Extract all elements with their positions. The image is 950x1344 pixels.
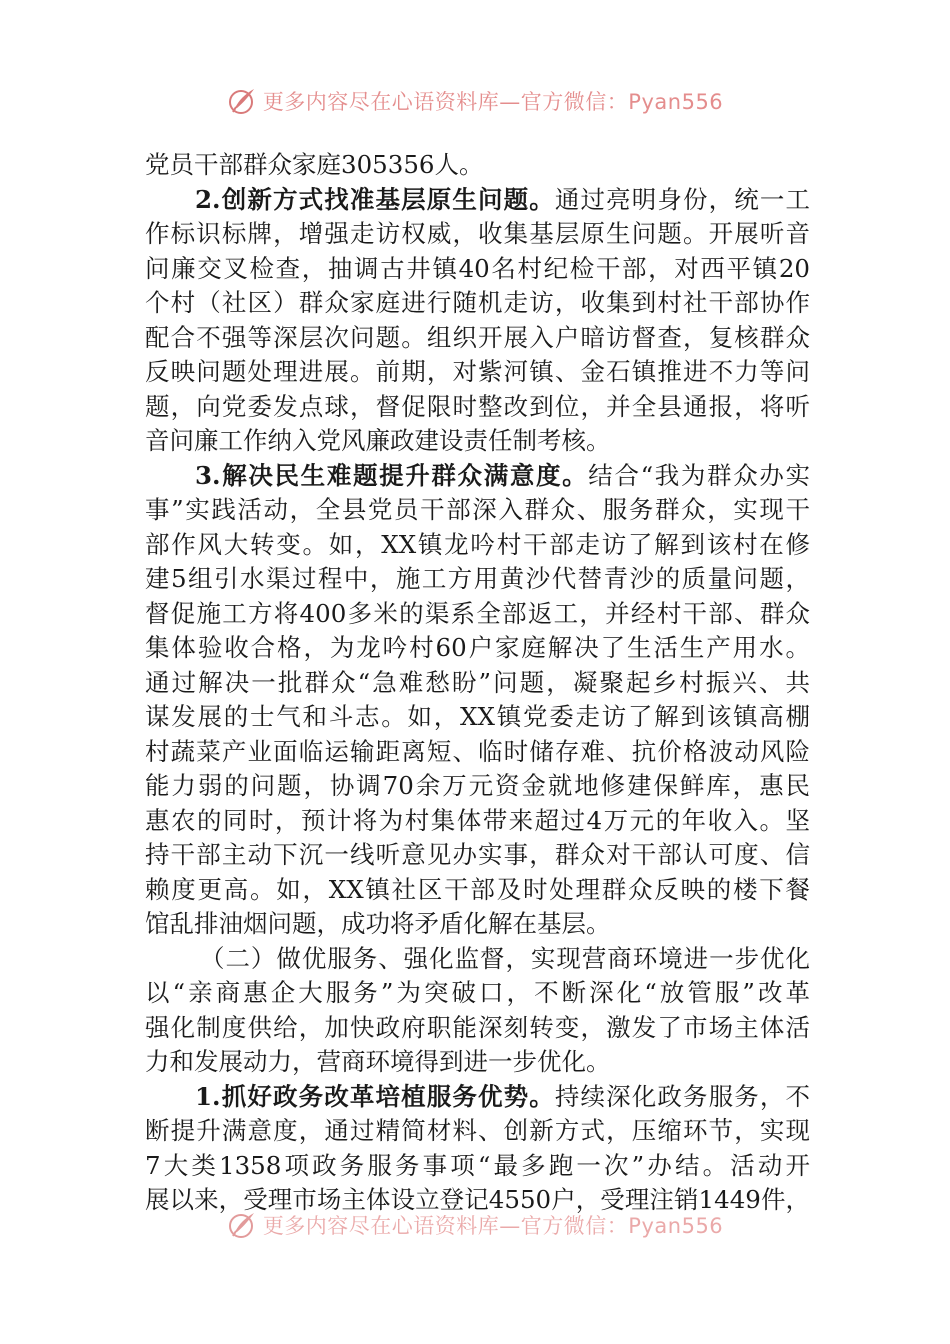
watermark-text: 更多内容尽在心语资料库—官方微信：Pyan556 bbox=[262, 1214, 724, 1238]
paragraph-heading: 3.解决民生难题提升群众满意度。 bbox=[195, 460, 589, 490]
paragraph bbox=[145, 148, 810, 183]
text-line: 惠农的同时，预计将为村集体带来超过4万元的年收入。坚 bbox=[145, 805, 810, 835]
text-line: 集体验收合格，为龙吟村60户家庭解决了生活生产用水。 bbox=[145, 633, 810, 662]
text-line bbox=[145, 183, 810, 218]
text-line: 通过解决一批群众“急难愁盼”问题，凝聚起乡村振兴、共 bbox=[145, 667, 810, 697]
text-line: 力和发展动力，营商环境得到进一步优化。 bbox=[145, 1047, 611, 1076]
text-line: 问廉交叉检查，抽调古井镇40名村纪检干部，对西平镇20 bbox=[145, 253, 810, 283]
text-line bbox=[145, 1080, 810, 1115]
text-line: 建5组引水渠过程中，施工方用黄沙代替青沙的质量问题， bbox=[145, 564, 810, 593]
text-line: 断提升满意度，通过精简材料、创新方式，压缩环节，实现 bbox=[145, 1116, 810, 1145]
text-line: 强化制度供给，加快政府职能深刻转变，激发了市场主体活 bbox=[145, 1012, 810, 1042]
text-line: 个村（社区）群众家庭进行随机走访，收集到村社干部协作 bbox=[145, 288, 810, 317]
text-line: 配合不强等深层次问题。组织开展入户暗访督查，复核群众 bbox=[145, 322, 810, 352]
text-run: 持续深化政务服务，不 bbox=[554, 1081, 811, 1111]
quill-logo-icon bbox=[227, 1210, 257, 1240]
paragraph-heading: 1.抓好政务改革培植服务优势。 bbox=[195, 1081, 555, 1111]
paragraph bbox=[145, 183, 810, 459]
text-line: 以“亲商惠企大服务”为突破口，不断深化“放管服”改革 bbox=[145, 978, 810, 1007]
quill-logo-icon bbox=[227, 86, 257, 116]
text-line: 馆乱排油烟问题，成功将矛盾化解在基层。 bbox=[145, 909, 611, 938]
text-line: 题，向党委发点球，督促限时整改到位，并全县通报，将听 bbox=[145, 391, 810, 421]
text-run: 通过亮明身份，统一工 bbox=[554, 184, 811, 214]
text-line: 展以来，受理市场主体设立登记4550户，受理注销1449件， bbox=[145, 1185, 810, 1214]
watermark-text: 更多内容尽在心语资料库—官方微信：Pyan556 bbox=[262, 90, 724, 114]
text-line: 音问廉工作纳入党风廉政建设责任制考核。 bbox=[145, 426, 611, 455]
text-line: 村蔬菜产业面临运输距离短、临时储存难、抗价格波动风险 bbox=[145, 736, 810, 766]
text-run: 结合“我为群众办实 bbox=[588, 460, 811, 490]
section-paragraph bbox=[145, 942, 810, 1080]
text-line: 反映问题处理进展。前期，对紫河镇、金石镇推进不力等问 bbox=[145, 357, 810, 386]
watermark-footer bbox=[0, 1210, 950, 1240]
text-line bbox=[145, 459, 810, 494]
paragraph bbox=[145, 1080, 810, 1218]
paragraph-heading: 2.创新方式找准基层原生问题。 bbox=[195, 184, 555, 214]
document-body bbox=[145, 148, 810, 1218]
watermark-header bbox=[0, 86, 950, 116]
text-line: 督促施工方将400多米的渠系全部返工，并经村干部、群众 bbox=[145, 598, 810, 628]
text-line: 能力弱的问题，协调70余万元资金就地修建保鲜库，惠民 bbox=[145, 771, 810, 800]
paragraph bbox=[145, 459, 810, 942]
text-line: 谋发展的士气和斗志。如，XX镇党委走访了解到该镇高棚 bbox=[145, 702, 810, 731]
text-line: 7大类1358项政务服务事项“最多跑一次”办结。活动开 bbox=[145, 1150, 810, 1180]
text-line: 党员干部群众家庭305356人。 bbox=[145, 150, 484, 179]
text-line: 持干部主动下沉一线听意见办实事，群众对干部认可度、信 bbox=[145, 840, 810, 869]
text-line: 部作风大转变。如，XX镇龙吟村干部走访了解到该村在修 bbox=[145, 529, 810, 559]
text-line: 赖度更高。如，XX镇社区干部及时处理群众反映的楼下餐 bbox=[145, 874, 810, 904]
text-line: 事”实践活动，全县党员干部深入群众、服务群众，实现干 bbox=[145, 495, 810, 524]
text-line: 作标识标牌，增强走访权威，收集基层原生问题。开展听音 bbox=[145, 219, 810, 248]
section-heading-line: （二）做优服务、强化监督，实现营商环境进一步优化 bbox=[200, 943, 810, 973]
